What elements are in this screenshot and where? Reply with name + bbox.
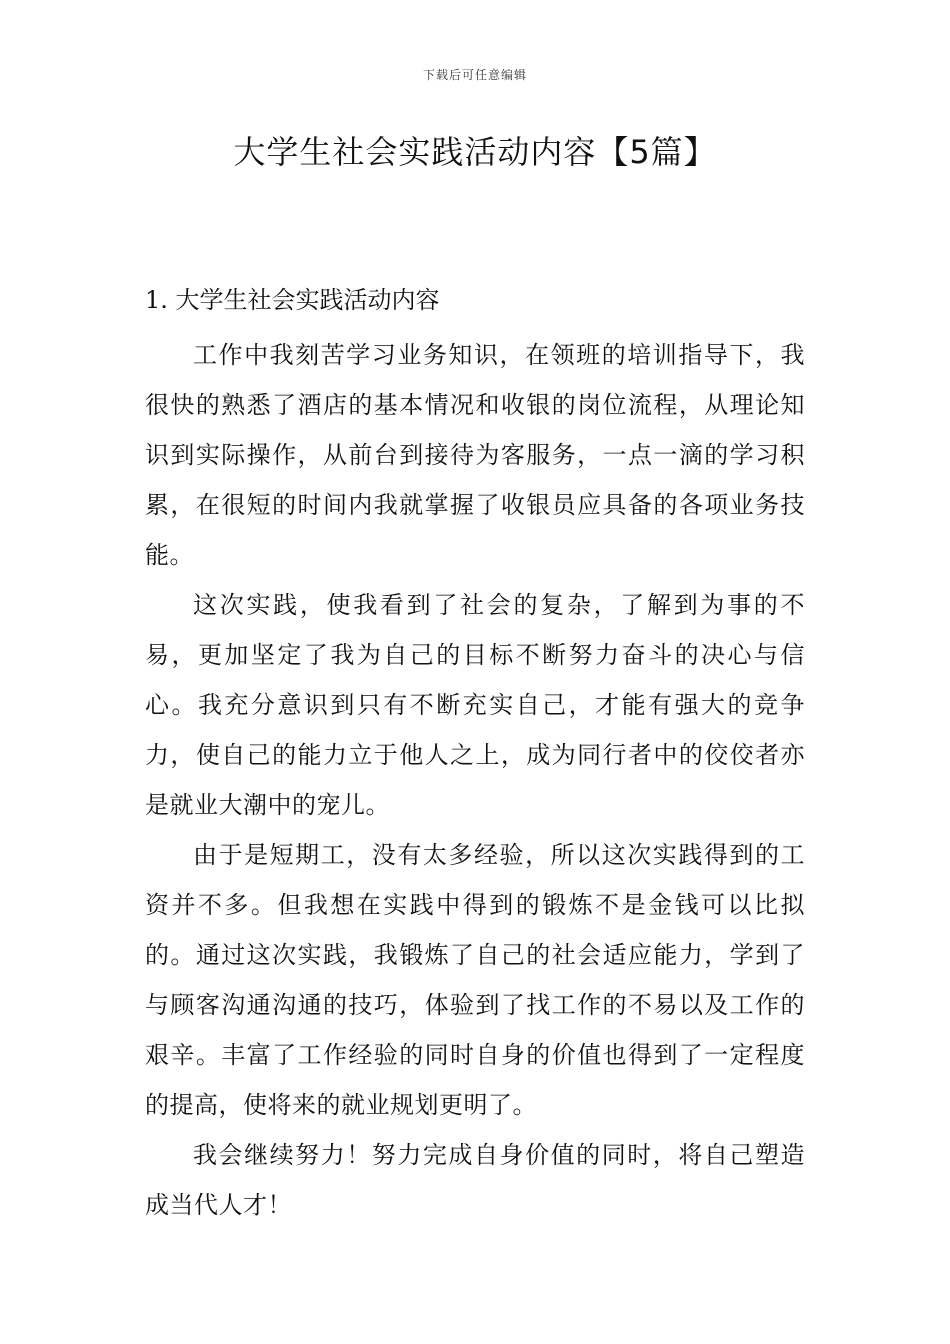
document-body bbox=[145, 280, 805, 1230]
document-title: 大学生社会实践活动内容【5篇】 bbox=[233, 133, 717, 171]
paragraph: 我会继续努力！努力完成自身价值的同时，将自己塑造成当代人才！ bbox=[145, 1141, 805, 1219]
paragraph: 工作中我刻苦学习业务知识，在领班的培训指导下，我很快的熟悉了酒店的基本情况和收银的岗位流程，从理论知识到实际操作，从前台到接待为客服务，一点一滴的学习积累，在很短的时间内我就掌握了收银员应具备的各项业务技能。 bbox=[145, 341, 805, 569]
section-heading: 1. 大学生社会实践活动内容 bbox=[145, 286, 440, 314]
paragraph: 这次实践，使我看到了社会的复杂，了解到为事的不易，更加坚定了我为自己的目标不断努力奋斗的决心与信心。我充分意识到只有不断充实自己，才能有强大的竞争力，使自己的能力立于他人之上，成为同行者中的佼佼者亦是就业大潮中的宠儿。 bbox=[145, 591, 805, 819]
paragraph: 由于是短期工，没有太多经验，所以这次实践得到的工资并不多。但我想在实践中得到的锻炼不是金钱可以比拟的。通过这次实践，我锻炼了自己的社会适应能力，学到了与顾客沟通沟通的技巧，体验到了找工作的不易以及工作的艰辛。丰富了工作经验的同时自身的价值也得到了一定程度的提高，使将来的就业规划更明了。 bbox=[145, 841, 805, 1119]
header-note: 下载后可任意编辑 bbox=[422, 68, 527, 82]
